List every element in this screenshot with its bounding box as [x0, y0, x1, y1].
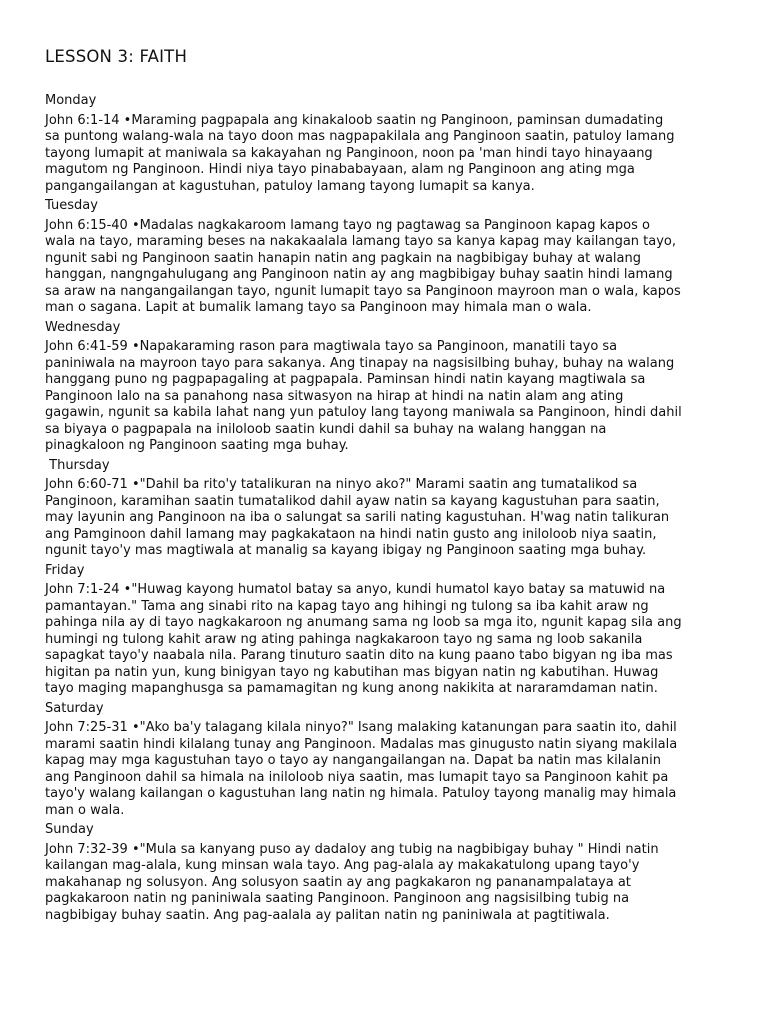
day-heading: Sunday	[45, 822, 94, 837]
document-page	[45, 46, 745, 927]
day-section-thursday	[45, 458, 745, 560]
day-reflection: John 6:60-71 •"Dahil ba rito'y tatalikuran na ninyo ako?" Marami saatin ang tumatalikod sa Panginoon, karamihan saatin tumatalikod dahil ayaw natin sa kayang kagustuhan para saatin, may layunin ang Panginoon na iba o salungat sa sarili nating kagustuhan. H'wag natin talikuran ang Pamginoon dahil lamang may pagkakataon na hindi natin gusto ang iniloloob niya saatin, ngunit tayo'y mas magtiwala at manalig sa kayang ibigay ng Panginoon saating mga buhay.	[45, 477, 670, 558]
day-section-saturday	[45, 701, 745, 820]
day-reflection: John 7:32-39 •"Mula sa kanyang puso ay dadaloy ang tubig na nagbibigay buhay " Hindi natin kailangan mag-alala, kung minsan wala tayo. Ang pag-alala ay makakatulong upang tayo'y makahanap ng solusyon. Ang solusyon saatin ay ang pagkakaron ng pananampalataya at pagkakaroon natin ng paniniwala saating Panginoon. Panginoon ang nagsisilbing tubig na nagbibigay buhay saatin. Ang pag-aalala ay palitan natin ng paniniwala at pagtitiwala.	[45, 841, 659, 923]
day-reflection: John 7:1-24 •"Huwag kayong humatol batay sa anyo, kundi humatol kayo batay sa matuwid na pamantayan." Tama ang sinabi rito na kapag tayo ang hihingi ng tulong sa iba kahit araw ng pahinga nila ay di tayo nagkakaroon ng anumang sama ng loob sa mga ito, ngunit kapag sila ang humingi ng tulong kahit araw ng ating pahinga nagkakaroon tayo ng sama ng loob sakanila sapagkat tayo'y naabala nila. Parang tinuturo saatin dito na kung paano tabo bigyan ng iba mas higitan pa natin yun, kung binigyan tayo ng kabutihan mas bigyan natin ng kabutihan. Huwag tayo maging mapanghusga sa pamamagitan ng kung anong nakikita at nararamdaman natin.	[45, 582, 682, 696]
lesson-title: LESSON 3: FAITH	[45, 47, 188, 66]
day-heading: Wednesday	[45, 319, 121, 335]
day-reflection: John 6:15-40 •Madalas nagkakaroom lamang tayo ng pagtawag sa Panginoon kapag kapos o wala na tayo, maraming beses na nakakaalala lamang tayo sa kanya kapag may kailangan tayo, ngunit sabi ng Panginoon saatin hanapin natin ang pagkain na nagbibigay buhay at walang hanggan, nangngahulugang ang Panginoon natin ay ang magbibigay buhay saatin hindi lamang sa araw na nangangailangan tayo, ngunit lumapit tayo sa Panginoon mayroon man o wala, kapos man o sagana. Lapit at bumalik lamang tayo sa Panginoon may himala man o wala.	[45, 217, 681, 315]
day-section-sunday	[45, 822, 745, 924]
day-heading: Tuesday	[45, 198, 98, 213]
day-section-tuesday	[45, 198, 745, 317]
day-section-monday	[45, 93, 745, 195]
day-reflection: John 7:25-31 •"Ako ba'y talagang kilala ninyo?" Isang malaking katanungan para saatin ito, dahil marami saatin hindi kilalang tunay ang Panginoon. Madalas mas ginugusto natin siyang makilala kapag may mga kagustuhan tayo o tayo ay nangangailangan na. Dapat ba natin mas kilalanin ang Panginoon dahil sa himala na iniloloob niya saatin, mas lumapit tayo sa Panginoon kahit pa tayo'y walang kailangan o kagustuhan lang natin ng himala. Patuloy tayong manalig may himala man o wala.	[45, 720, 678, 818]
day-section-friday	[45, 563, 745, 698]
day-heading: Saturday	[45, 700, 104, 716]
day-heading: Friday	[45, 562, 85, 578]
day-reflection: John 6:41-59 •Napakaraming rason para magtiwala tayo sa Panginoon, manatili tayo sa paniniwala na mayroon tayo para sakanya. Ang tinapay na nagsisilbing buhay, buhay na walang hanggang puno ng pagpapagaling at pagpapala. Paminsan hindi natin kayang magtiwala sa Panginoon lalo na sa panahong nasa sitwasyon na hirap at hindi na natin alam ang ating gagawin, ngunit sa kabila lahat nang yun patuloy lang tayong maniwala sa Panginoon, hindi dahil sa biyaya o pagpapala na iniloloob saatin kundi dahil sa buhay na walang hanggan na pinagkaloon ng Panginoon saating mga buhay.	[45, 339, 682, 453]
day-heading: Monday	[45, 93, 97, 108]
day-section-wednesday	[45, 320, 745, 455]
day-reflection: John 6:1-14 •Maraming pagpapala ang kinakaloob saatin ng Panginoon, paminsan dumadating sa puntong walang-wala na tayo doon mas nagpapakilala ang Panginoon saatin, patuloy lamang tayong lumapit at maniwala sa kakayahan ng Panginoon, noon pa 'man hindi tayo hinayaang magutom ng Panginoon. Hindi niya tayo pinababayaan, alam ng Panginoon ang ating mga pangangailangan at kagustuhan, patuloy lamang tayong lumapit sa kanya.	[45, 112, 675, 194]
day-heading: Thursday	[45, 457, 110, 473]
